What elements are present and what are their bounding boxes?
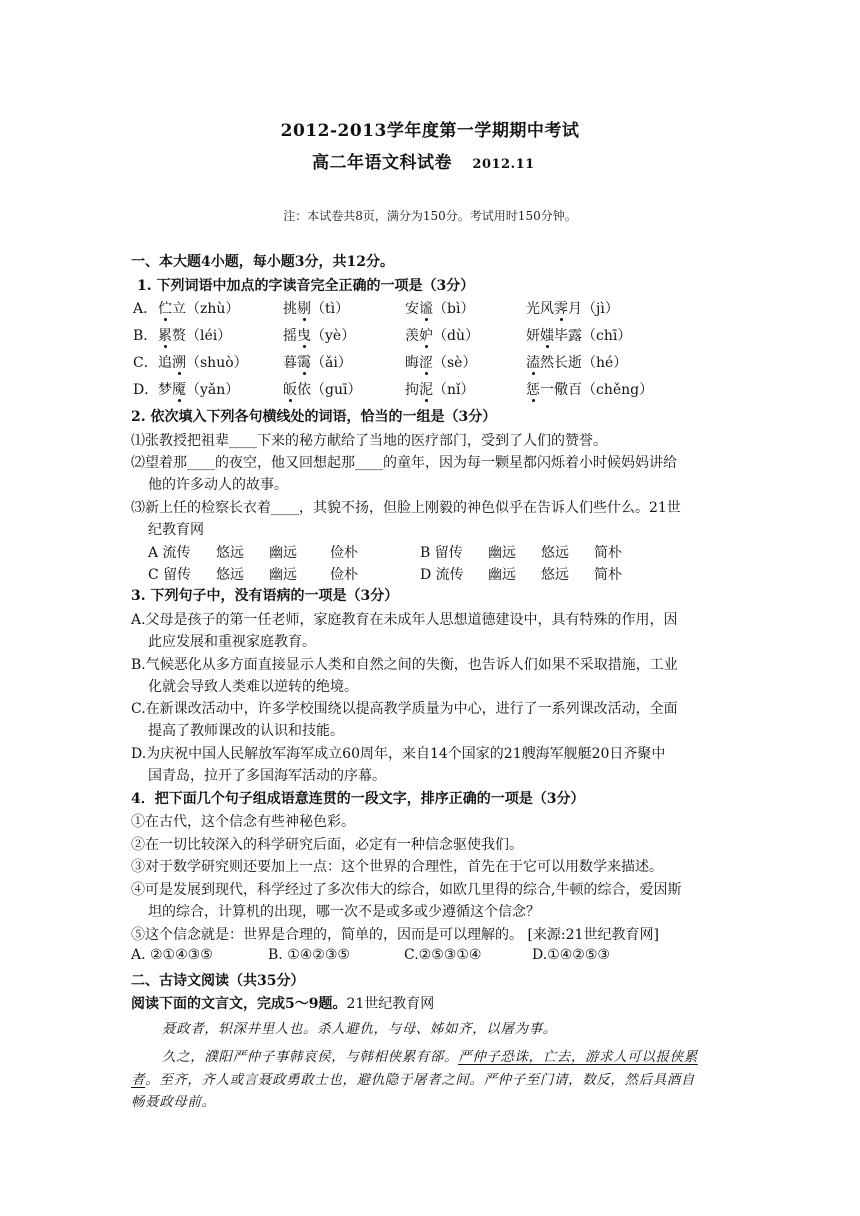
exam-note: 注：本试卷共8页，满分为150分。考试用时150分钟。 <box>283 209 577 223</box>
option-word: 悠远 <box>216 545 244 561</box>
option-item: 皈依（guī） <box>283 382 362 398</box>
question-2-sentence-1: ⑴张教授把祖辈____下来的秘方献给了当地的医疗部门，受到了人们的赞誉。 <box>131 433 607 449</box>
subtitle-text: 高二年语文科试卷 <box>312 153 452 173</box>
option-label: D． <box>133 382 159 398</box>
question-3-option-d-cont: 国青岛，拉开了多国海军活动的序幕。 <box>148 768 386 784</box>
question-4-line-4-cont: 坦的综合，计算机的出现，哪一次不是或多或少遵循这个信念？ <box>148 904 540 920</box>
question-3-option-b: B.气候恶化从多方面直接显示人类和自然之间的失衡，也告诉人们如果不采取措施，工业 <box>131 657 678 673</box>
question-3-option-a-cont: 此应发展和重视家庭教育。 <box>148 634 316 650</box>
option-item: 羡妒（dù） <box>405 328 479 344</box>
reading-intro <box>131 993 434 1013</box>
option-label: A 流传 <box>148 545 191 561</box>
option-label: C． <box>133 355 158 371</box>
passage-text: 。至齐，齐人或言聂政勇敢士也，避仇隐于屠者之间。严仲子至门请，数反，然后具酒自 <box>145 1072 696 1088</box>
option-item: 晦涩（sè） <box>405 355 477 371</box>
passage-underlined-sentence: 严仲子恐诛，亡去，游求人可以报侠累 <box>458 1049 698 1065</box>
reading-intro-instruction: 阅读下面的文言文，完成5～9题。 <box>131 996 347 1012</box>
option-word: 幽远 <box>488 567 516 583</box>
option-word: 悠远 <box>541 545 569 561</box>
option-label: B 留传 <box>420 545 463 561</box>
question-2-sentence-3-cont: 纪教育网 <box>148 522 204 538</box>
exam-subtitle <box>312 148 535 173</box>
question-3-option-c-cont: 提高了教师课改的认识和技能。 <box>148 723 344 739</box>
option-item: 光风霁月（jì） <box>526 301 619 317</box>
option-label: D 流传 <box>420 567 464 583</box>
option-item: 摇曳（yè） <box>283 328 356 344</box>
option-item: 伫立（zhù） <box>158 301 240 317</box>
question-2-sentence-2-cont: 他的许多动人的故事。 <box>148 477 288 493</box>
question-4-stem: 4．把下面几个句子组成语意连贯的一段文字，排序正确的一项是（3分） <box>131 791 585 807</box>
option-word: 简朴 <box>594 567 622 583</box>
section-2-heading: 二、古诗文阅读（共35分） <box>131 973 305 989</box>
option-item: 暮霭（ǎi） <box>283 355 352 371</box>
question-1-stem: 1. 下列词语中加点的字读音完全正确的一项是（3分） <box>137 278 475 294</box>
exam-date: 2012.11 <box>472 157 535 172</box>
question-4-line-1: ①在古代，这个信念有些神秘色彩。 <box>131 814 355 830</box>
option-word: 悠远 <box>541 567 569 583</box>
passage-paragraph-2-line-1 <box>162 1045 698 1065</box>
option-label: C 留传 <box>148 567 192 583</box>
option-item: 梦魇（yǎn） <box>158 382 240 398</box>
option-label: A． <box>133 301 158 317</box>
option-item: 拘泥（nǐ） <box>405 382 475 398</box>
option-item: A. ②①④③⑤ <box>131 947 213 963</box>
question-2-stem: 2. 依次填入下列各句横线处的词语，恰当的一组是（3分） <box>131 409 497 425</box>
option-word: 幽远 <box>269 567 297 583</box>
question-2-sentence-3: ⑶新上任的检察长衣着____，其貌不扬，但脸上刚毅的神色似乎在告诉人们些什么。21世 <box>131 500 681 516</box>
reading-intro-source: 21世纪教育网 <box>346 996 435 1012</box>
question-3-stem: 3. 下列句子中，没有语病的一项是（3分） <box>131 588 399 604</box>
question-4-line-5: ⑤这个信念就是：世界是合理的，简单的，因而是可以理解的。 [来源:21世纪教育网] <box>131 927 659 943</box>
option-item: 溘然长逝（hé） <box>526 355 628 371</box>
option-word: 幽远 <box>488 545 516 561</box>
option-item: 安谧（bì） <box>405 301 475 317</box>
passage-paragraph-2-line-3: 畅聂政母前。 <box>131 1094 216 1110</box>
option-label: B． <box>133 328 158 344</box>
option-word: 悠远 <box>216 567 244 583</box>
option-item: C.②⑤③①④ <box>404 947 482 963</box>
question-3-option-c: C.在新课改活动中，许多学校围绕以提高教学质量为中心，进行了一系列课改活动，全面 <box>131 701 678 717</box>
option-item: 惩一儆百（chěng） <box>526 382 654 398</box>
passage-underlined-sentence-end: 者 <box>131 1072 146 1088</box>
option-item: B. ①④②③⑤ <box>268 947 350 963</box>
option-word: 幽远 <box>269 545 297 561</box>
exam-title: 2012-2013学年度第一学期期中考试 <box>280 121 580 141</box>
question-4-line-2: ②在一切比较深入的科学研究后面，必定有一种信念驱使我们。 <box>131 837 523 853</box>
option-word: 俭朴 <box>330 567 358 583</box>
option-word: 简朴 <box>594 545 622 561</box>
option-item: 妍媸毕露（chī） <box>526 328 632 344</box>
option-item: 累赘（léi） <box>158 328 232 344</box>
section-1-heading: 一、本大题4小题，每小题3分，共12分。 <box>131 254 394 270</box>
passage-paragraph-1: 聂政者，轵深井里人也。杀人避仇，与母、姊如齐，以屠为事。 <box>162 1021 557 1037</box>
option-item: 挑剔（tì） <box>283 301 350 317</box>
option-item: D.①④②⑤③ <box>532 947 610 963</box>
question-2-sentence-2: ⑵望着那____的夜空，他又回想起那____的童年，因为每一颗星都闪烁着小时候妈妈讲给 <box>131 455 677 471</box>
question-4-line-4: ④可是发展到现代，科学经过了多次伟大的综合，如欧几里得的综合,牛顿的综合，爱因斯 <box>131 882 682 898</box>
question-3-option-d: D.为庆祝中国人民解放军海军成立60周年，来自14个国家的21艘海军舰艇20日齐聚中 <box>131 746 666 762</box>
question-4-line-3: ③对于数学研究则还要加上一点：这个世界的合理性，首先在于它可以用数学来描述。 <box>131 859 663 875</box>
option-item: 追溯（shuò） <box>158 355 248 371</box>
passage-paragraph-2-line-2 <box>131 1068 695 1088</box>
question-3-option-b-cont: 化就会导致人类难以逆转的绝境。 <box>148 679 358 695</box>
passage-text: 久之，濮阳严仲子事韩哀侯，与韩相侠累有郤。 <box>162 1049 459 1065</box>
question-3-option-a: A.父母是孩子的第一任老师，家庭教育在未成年人思想道德建设中，具有特殊的作用，因 <box>131 612 678 628</box>
option-word: 俭朴 <box>330 545 358 561</box>
